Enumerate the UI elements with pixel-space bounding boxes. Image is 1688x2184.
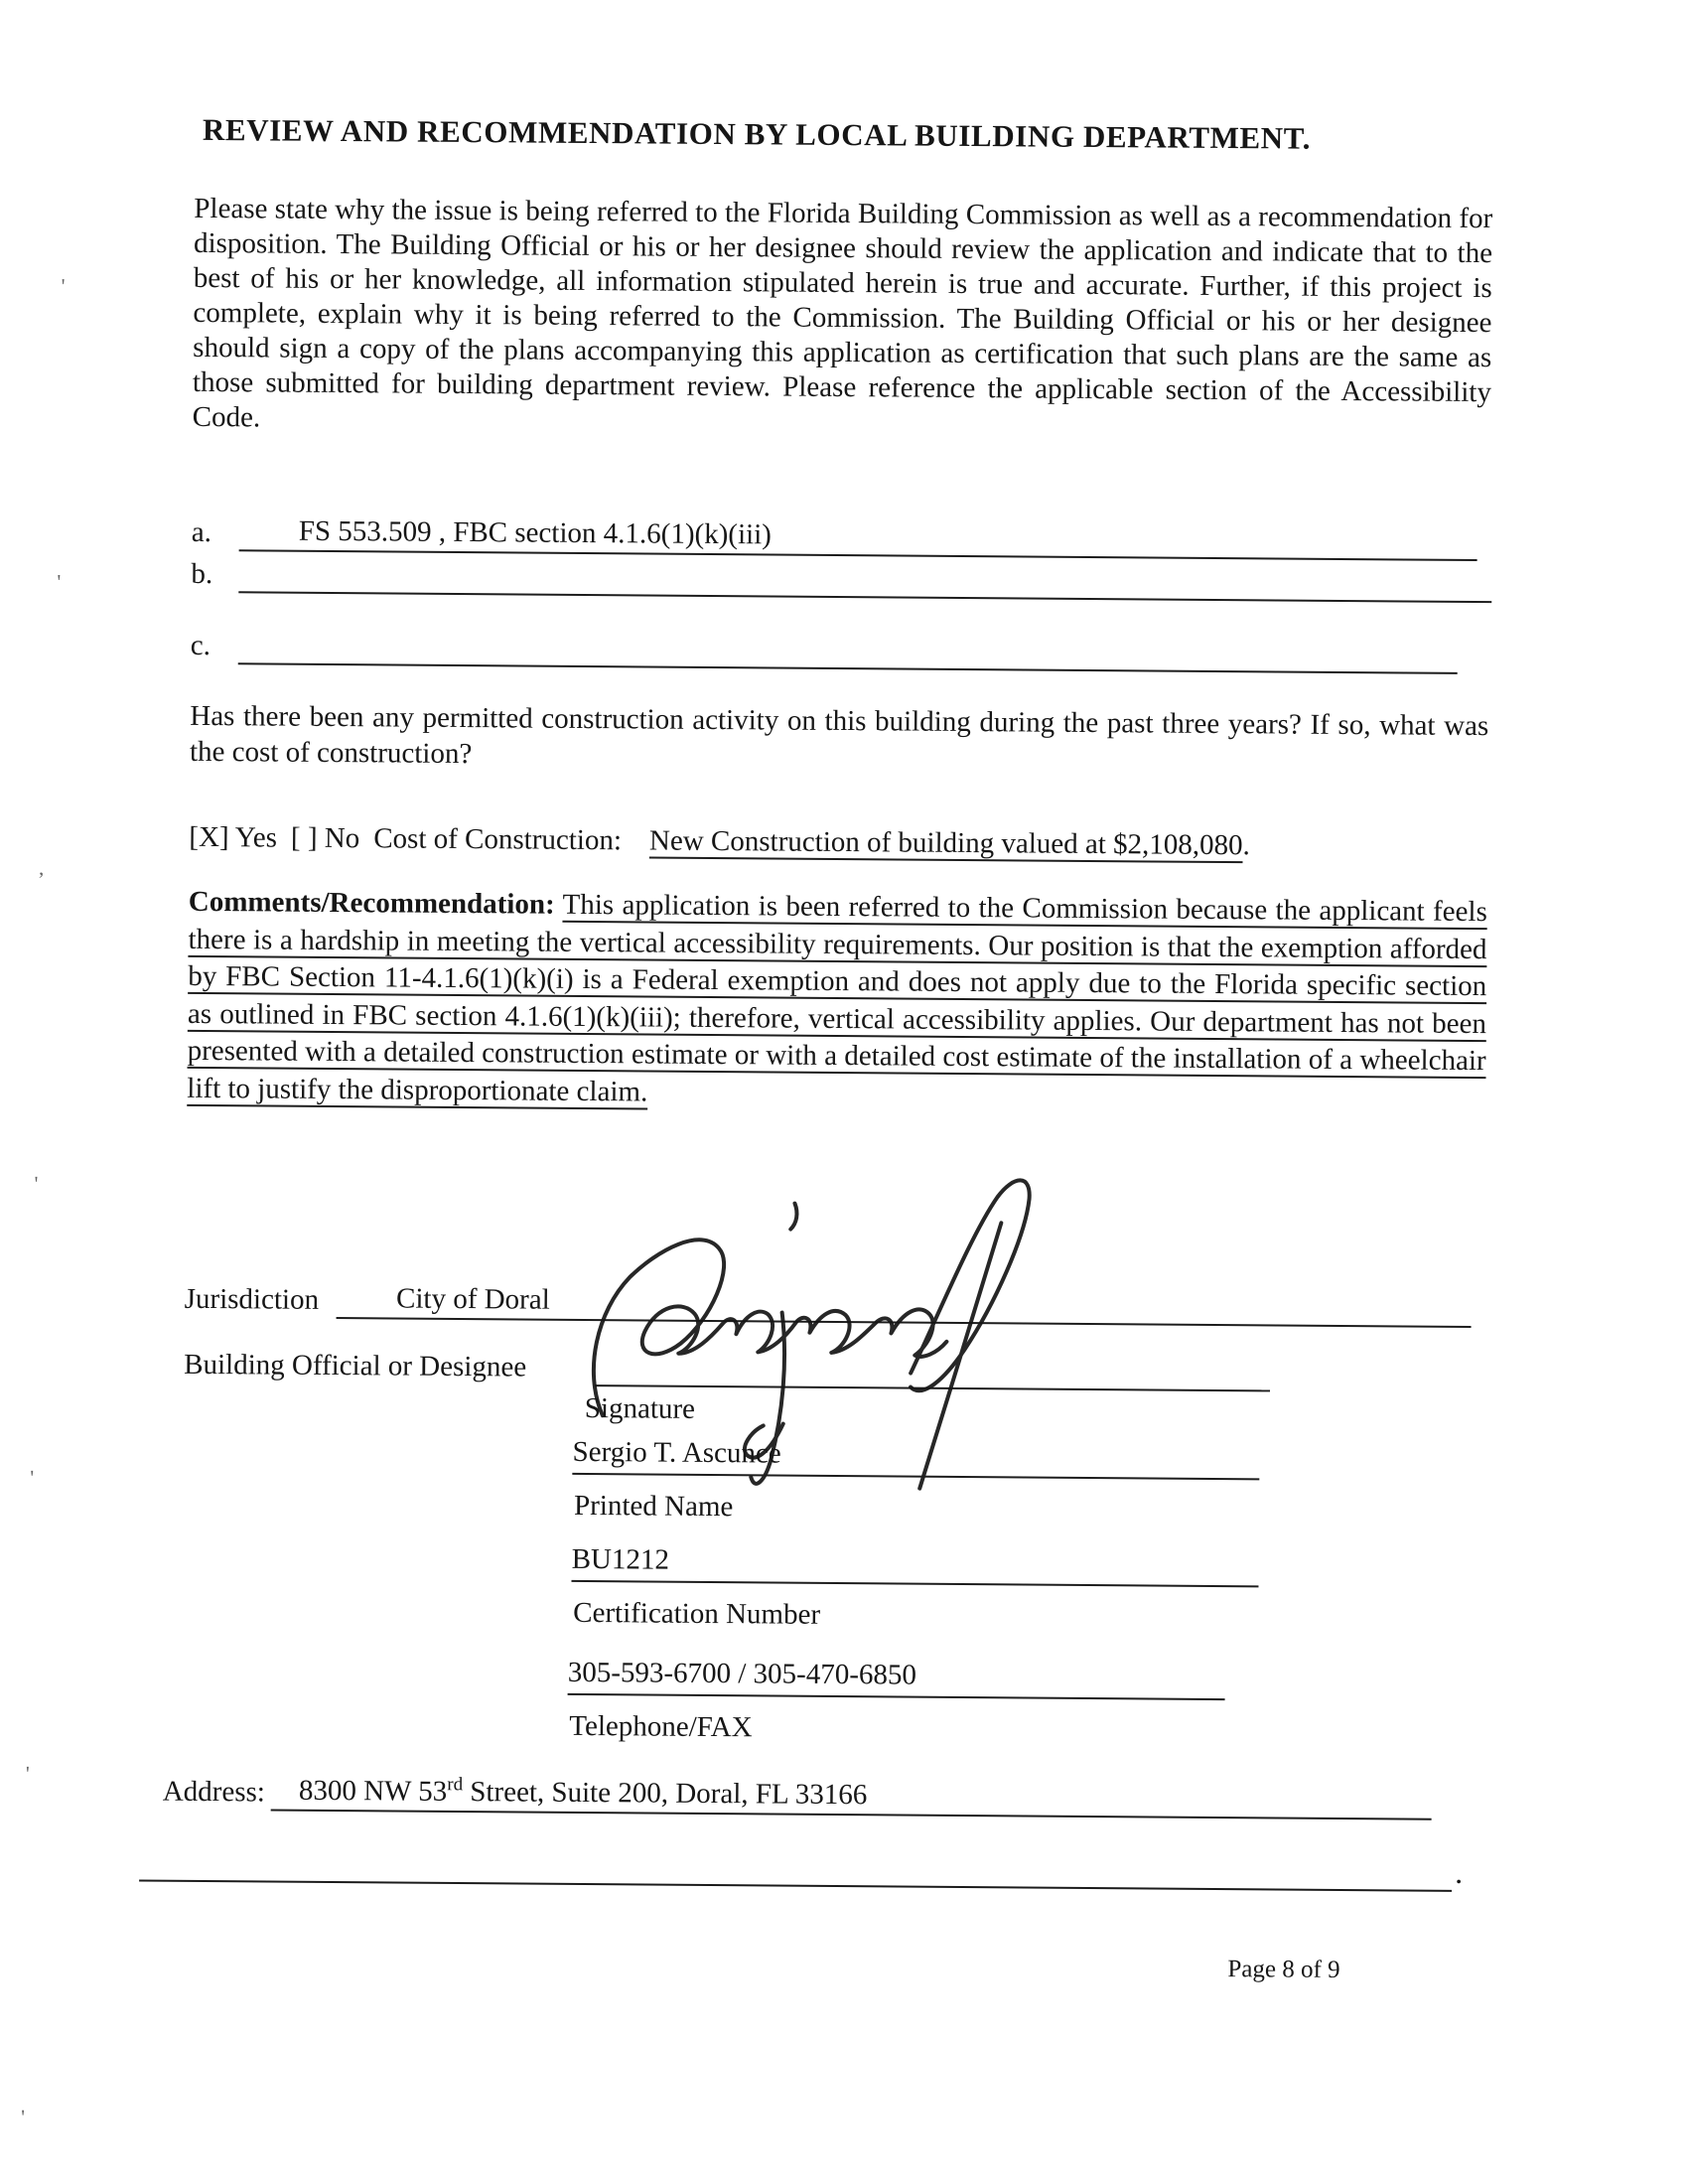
item-c-value-line [238, 660, 1458, 674]
scan-artifact: , [39, 855, 45, 880]
item-a-label: a. [191, 515, 212, 549]
item-c-label: c. [190, 629, 211, 662]
footer-rule-period: . [1455, 1853, 1464, 1890]
certification-number-value: BU1212 [571, 1543, 1258, 1587]
scan-artifact: ' [25, 1761, 30, 1786]
scan-artifact: ' [21, 2105, 26, 2129]
address-label: Address: [162, 1775, 266, 1809]
referral-item-b [191, 551, 1491, 603]
scan-artifact: ' [61, 273, 66, 298]
cost-of-construction-value: New Construction of building valued at $2,108,080 [648, 824, 1243, 862]
page-title: REVIEW AND RECOMMENDATION BY LOCAL BUILDING DEPARTMENT. [202, 111, 1312, 156]
item-a-value-line: FS 553.509 , FBC section 4.1.6(1)(k)(iii) [239, 514, 1477, 561]
jurisdiction-value-line: City of Doral [337, 1282, 1472, 1328]
yes-checkbox: [X] Yes [189, 820, 278, 854]
intro-paragraph: Please state why the issue is being referred to the Florida Building Commission as well as a recommendation for disposition. The Building Official or his or her designee should review the application and indicate that to the best of his or her knowledge, all information stipulated herein is true and accurate. Further, if this project is complete, explain why it is being referred to the Commission. The Building Official or his or her designee should sign a copy of the plans accompanying this application as certification that such plans are the same as those submitted for building department review. Please reference the applicable section of the Accessibility Code. [192, 192, 1493, 434]
item-b-value-line [238, 589, 1491, 603]
cost-of-construction-label: Cost of Construction: [373, 822, 623, 857]
jurisdiction-label: Jurisdiction [184, 1282, 320, 1316]
address-value-pre: 8300 NW 53 [298, 1774, 448, 1808]
footer-rule [139, 1879, 1452, 1891]
referral-item-c [191, 623, 1458, 674]
cost-value-period: . [1242, 829, 1250, 862]
item-b-label: b. [191, 557, 213, 591]
telephone-fax-value: 305-593-6700 / 305-470-6850 [568, 1657, 1225, 1700]
certification-number-label: Certification Number [573, 1596, 821, 1631]
construction-answer-line [189, 821, 1487, 864]
scan-artifact: ' [57, 569, 62, 594]
comments-recommendation [187, 884, 1487, 1117]
printed-name-value: Sergio T. Ascunce [572, 1436, 1259, 1480]
construction-question: Has there been any permitted construction activity on this building during the past three years? If so, what was the cost of construction? [189, 699, 1489, 771]
address-row [163, 1765, 1432, 1820]
page-number: Page 8 of 9 [1227, 1956, 1340, 1983]
address-value-post: Street, Suite 200, Doral, FL 33166 [462, 1776, 868, 1812]
comments-text: This application is been referred to the Commission because the applicant feels there is a hardship in meeting the vertical accessibility requirements. Our position is that the exemption afforded by FBC Section 11-4.1.6(1)(k)(i) is a Federal exemption and does not apply due to the Florida specific section as outlined in FBC section 4.1.6(1)(k)(iii); therefore, vertical accessibility applies. Our department has not been presented with a detailed construction estimate or with a detailed cost estimate of the installation of a wheelchair lift to justify the disproportionate claim. [187, 888, 1487, 1107]
building-official-label: Building Official or Designee [184, 1348, 527, 1383]
telephone-fax-label: Telephone/FAX [569, 1709, 753, 1744]
signature-label: Signature [584, 1391, 696, 1425]
printed-name-label: Printed Name [573, 1489, 734, 1524]
address-value-ordinal: rd [447, 1774, 464, 1796]
scan-artifact: ' [34, 1171, 39, 1196]
scan-artifact: ' [30, 1465, 35, 1490]
no-checkbox: [ ] No [290, 821, 360, 855]
comments-label: Comments/Recommendation: [188, 885, 555, 921]
address-value-line [271, 1775, 1432, 1820]
